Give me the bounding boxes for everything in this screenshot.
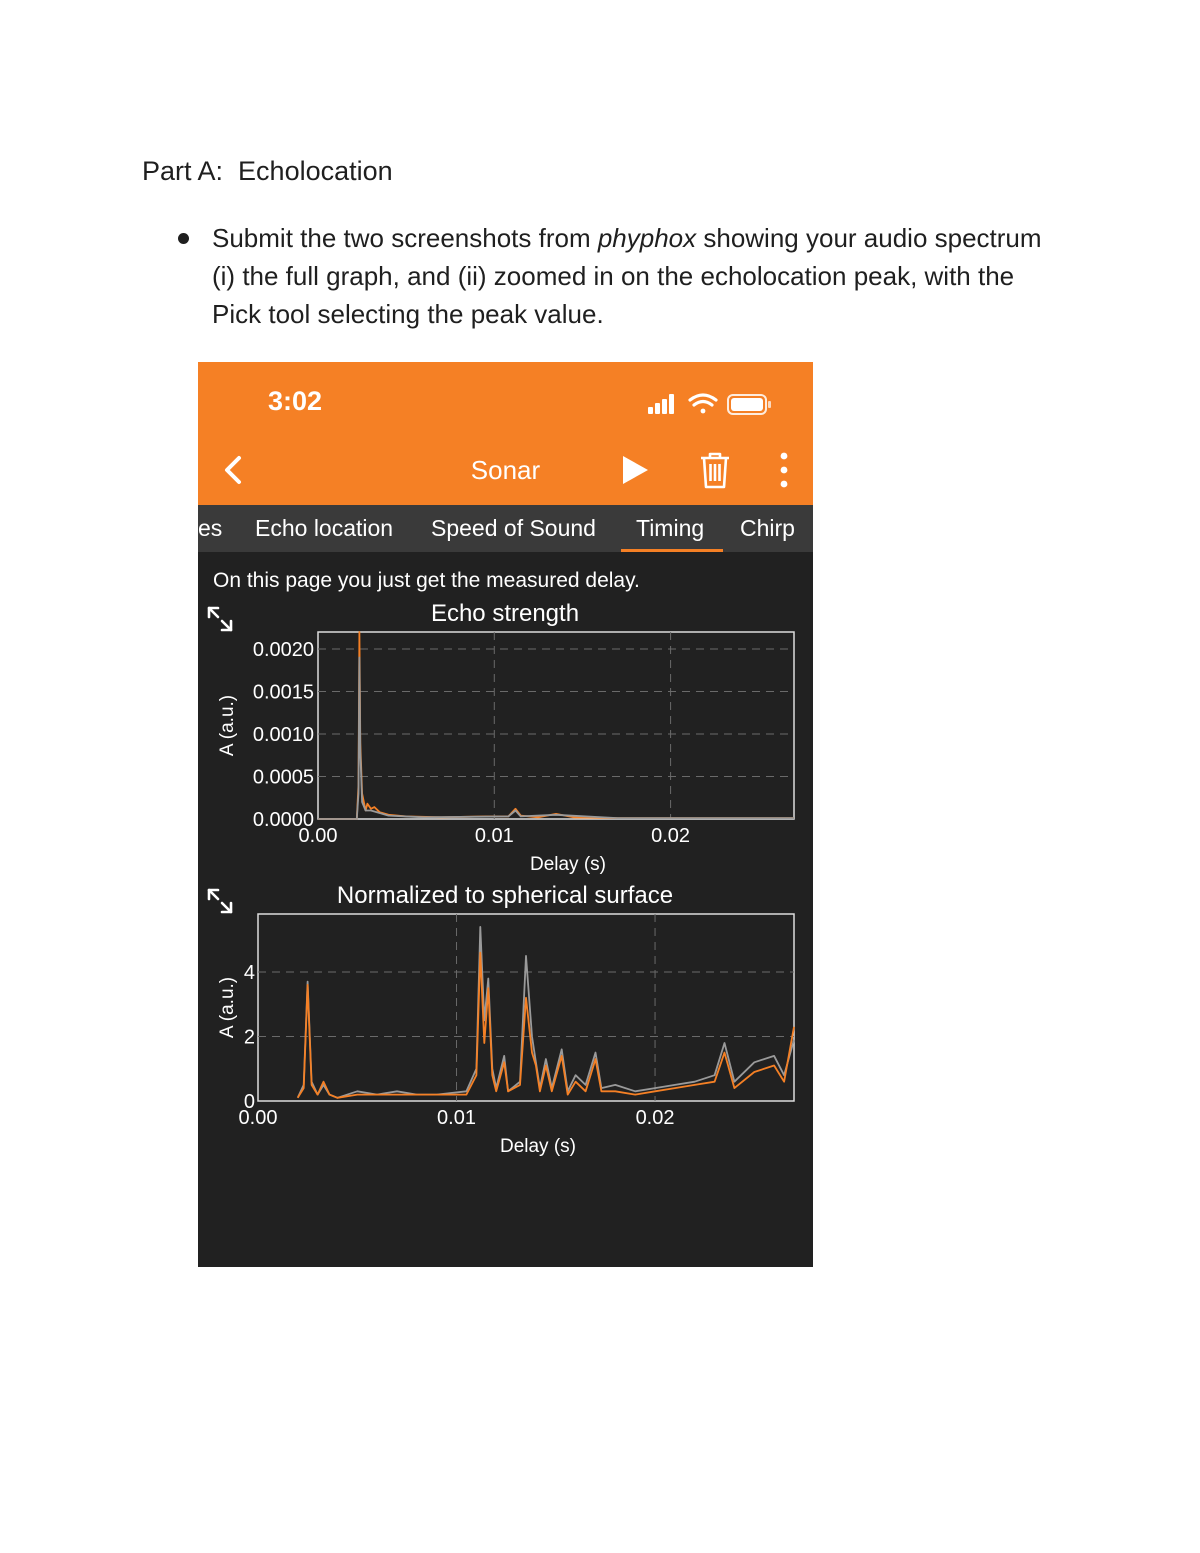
tab-timing[interactable]: Timing <box>636 515 705 541</box>
tab-truncated[interactable]: es <box>198 515 223 541</box>
x-tick-label: 0.02 <box>635 1107 675 1129</box>
section-heading: Part A: Echolocation <box>142 156 393 186</box>
x-tick-label: 0.01 <box>437 1107 476 1129</box>
y-tick-label: 4 <box>243 962 255 985</box>
y-tick-label: 2 <box>243 1026 255 1049</box>
status-time: 3:02 <box>268 386 323 416</box>
app-title: Sonar <box>470 455 541 485</box>
plot-area <box>318 632 794 819</box>
chart-title: Normalized to spherical surface <box>336 882 674 909</box>
x-axis-label: Delay (s) <box>529 854 607 875</box>
y-axis-label: A (a.u.) <box>217 976 238 1039</box>
instruction-text-start: Submit the two screenshots from <box>212 223 598 253</box>
x-tick-label: 0.00 <box>238 1107 278 1129</box>
y-tick-label: 0.0015 <box>252 681 314 704</box>
instruction-text-end: showing your audio spectrum (i) the full graph, and (ii) zoomed in on the echolocation peak, with the Pick tool selecting the peak value. <box>212 223 1042 329</box>
x-tick-label: 0.00 <box>298 825 338 847</box>
y-tick-label: 0.0010 <box>252 724 314 746</box>
chart-title: Echo strength <box>430 600 580 627</box>
tab-speed-of-sound[interactable]: Speed of Sound <box>431 515 596 541</box>
y-tick-label: 0.0000 <box>252 809 314 831</box>
x-tick-label: 0.02 <box>651 825 691 847</box>
x-axis-label: Delay (s) <box>499 1136 577 1157</box>
y-axis-label: A (a.u.) <box>217 694 238 757</box>
y-tick-label: 0.0005 <box>252 766 314 789</box>
y-tick-label: 0.0020 <box>252 639 314 661</box>
bullet-point <box>178 233 189 244</box>
y-tick-label: 0 <box>243 1091 255 1113</box>
phone-screenshot <box>198 362 813 1267</box>
echo-strength-chart[interactable] <box>198 362 813 1267</box>
tab-chirp[interactable]: Chirp <box>740 515 795 541</box>
page-description: On this page you just get the measured delay. <box>213 569 640 592</box>
x-tick-label: 0.01 <box>474 825 514 847</box>
tab-echo-location[interactable]: Echo location <box>255 515 394 541</box>
instruction-text <box>212 219 1052 333</box>
app-name-italic: phyphox <box>597 223 697 253</box>
